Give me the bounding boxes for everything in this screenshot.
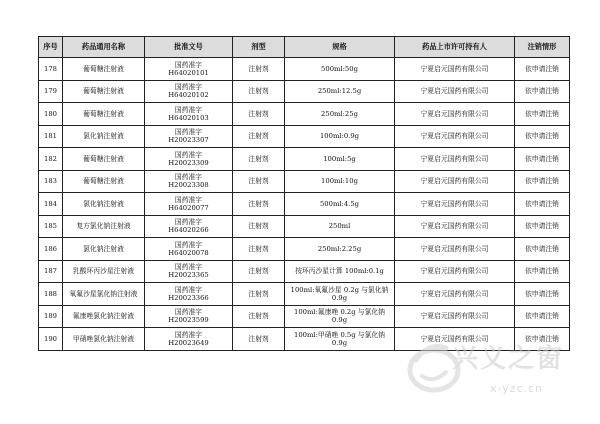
cell-serial-no: 186 [39,238,63,261]
table-row [39,170,570,193]
cell-license-holder: 宁夏启元国药有限公司 [395,328,515,351]
cell-cancellation-status: 依申请注销 [515,193,570,216]
cell-approval-number-line: 国药准字 [174,308,203,317]
cell-serial-no: 178 [39,58,63,81]
cell-approval-number-line: 国药准字 [174,83,203,92]
cell-drug-name: 氯化钠注射液 [63,238,145,261]
cell-approval-number-line: 国药准字 [174,105,203,114]
cell-dosage-form: 注射剂 [233,283,285,306]
cell-specification [285,148,395,171]
cell-approval-number-line: H20023308 [168,181,209,190]
cell-approval-number-line: 国药准字 [174,150,203,159]
cell-license-holder: 宁夏启元国药有限公司 [395,215,515,238]
table-row [39,148,570,171]
cell-approval-number-line: H20023366 [168,293,209,302]
cell-dosage-form: 注射剂 [233,58,285,81]
cell-approval-number-line: H64020077 [168,203,209,212]
cell-specification-line: 250ml:12.5g [317,87,362,96]
cell-approval-number [145,305,233,328]
cell-approval-number-line: H20023307 [168,136,209,145]
cell-dosage-form: 注射剂 [233,125,285,148]
cell-cancellation-status: 依申请注销 [515,103,570,126]
cell-approval-number [145,80,233,103]
cell-cancellation-status: 依申请注销 [515,305,570,328]
cell-approval-number-line: 国药准字 [174,218,203,227]
cell-approval-number-line: H20023365 [168,271,209,280]
drug-cancellation-table [38,36,570,351]
cell-drug-name: 葡萄糖注射液 [63,103,145,126]
cell-license-holder: 宁夏启元国药有限公司 [395,125,515,148]
cell-serial-no: 188 [39,283,63,306]
cell-drug-name: 氯化钠注射液 [63,125,145,148]
cell-approval-number-line: 国药准字 [174,240,203,249]
header-serial-no: 序号 [39,37,63,58]
cell-specification-line: 100ml:氧氟沙星 0.2g 与氯化钠 [290,285,389,294]
cell-approval-number-line: H64020078 [168,248,209,257]
header-approval-number: 批准文号 [145,37,233,58]
cell-approval-number-line: 国药准字 [174,173,203,182]
cell-drug-name: 乳酸环丙沙星注射液 [63,260,145,283]
cell-serial-no: 182 [39,148,63,171]
cell-approval-number-line: H20023599 [168,316,209,325]
table-row [39,305,570,328]
cell-specification [285,193,395,216]
cell-approval-number-line: H64020101 [168,68,209,77]
cell-specification [285,125,395,148]
watermark-text: 兴义之窗 [452,344,565,374]
cell-drug-name: 氧氟沙星氯化钠注射液 [63,283,145,306]
cell-specification [285,283,395,306]
cell-drug-name: 葡萄糖注射液 [63,170,145,193]
cell-specification-line: 按环丙沙星计算 100ml:0.1g [295,267,384,276]
cell-drug-name: 甲硝唑氯化钠注射液 [63,328,145,351]
cell-specification [285,103,395,126]
cell-serial-no: 183 [39,170,63,193]
cell-approval-number [145,193,233,216]
cell-license-holder: 宁夏启元国药有限公司 [395,103,515,126]
cell-serial-no: 187 [39,260,63,283]
cell-approval-number [145,103,233,126]
cell-specification [285,215,395,238]
cell-approval-number [145,215,233,238]
cell-specification [285,238,395,261]
header-license-holder: 药品上市许可持有人 [395,37,515,58]
cell-serial-no: 184 [39,193,63,216]
cell-drug-name: 葡萄糖注射液 [63,58,145,81]
cell-cancellation-status: 依申请注销 [515,215,570,238]
cell-specification [285,328,395,351]
cell-specification-line: 100ml:0.9g [319,132,360,141]
table-row [39,80,570,103]
header-drug-name: 药品通用名称 [63,37,145,58]
cell-dosage-form: 注射剂 [233,148,285,171]
cell-approval-number-line: 国药准字 [174,195,203,204]
cell-dosage-form: 注射剂 [233,170,285,193]
document-page [38,36,570,351]
cell-dosage-form: 注射剂 [233,328,285,351]
cell-specification [285,260,395,283]
cell-serial-no: 179 [39,80,63,103]
cell-specification [285,58,395,81]
header-specification: 规格 [285,37,395,58]
cell-license-holder: 宁夏启元国药有限公司 [395,170,515,193]
cell-approval-number [145,58,233,81]
cell-license-holder: 宁夏启元国药有限公司 [395,238,515,261]
cell-license-holder: 宁夏启元国药有限公司 [395,283,515,306]
table-row [39,238,570,261]
cell-approval-number-line: H64020102 [168,91,209,100]
table-row [39,125,570,148]
cell-dosage-form: 注射剂 [233,193,285,216]
cell-license-holder: 宁夏启元国药有限公司 [395,260,515,283]
cell-approval-number [145,148,233,171]
cell-specification-line: 100ml:10g [321,177,358,186]
cell-license-holder: 宁夏启元国药有限公司 [395,193,515,216]
cell-approval-number-line: H20023309 [168,158,209,167]
cell-drug-name: 复方氯化钠注射液 [63,215,145,238]
cell-specification-line: 100ml:5g [323,154,356,163]
cell-cancellation-status: 依申请注销 [515,283,570,306]
table-row [39,193,570,216]
cell-specification-line: 500ml:4.5g [319,199,360,208]
cell-license-holder: 宁夏启元国药有限公司 [395,148,515,171]
cell-cancellation-status: 依申请注销 [515,80,570,103]
cell-license-holder: 宁夏启元国药有限公司 [395,58,515,81]
table-row [39,215,570,238]
cell-specification-line: 250ml:25g [321,109,358,118]
cell-specification-line: 100ml:氟康唑 0.2g 与氯化钠 [294,308,385,317]
table-body [39,58,570,351]
cell-dosage-form: 注射剂 [233,103,285,126]
cell-serial-no: 189 [39,305,63,328]
cell-approval-number-line: H20023649 [168,338,209,347]
cell-approval-number [145,260,233,283]
cell-drug-name: 氟康唑氯化钠注射液 [63,305,145,328]
cell-approval-number-line: 国药准字 [174,60,203,69]
watermark-url: x-yzc.cn [490,382,544,395]
cell-dosage-form: 注射剂 [233,80,285,103]
table-row [39,260,570,283]
cell-specification-line: 250ml:2.25g [317,244,362,253]
cell-cancellation-status: 依申请注销 [515,125,570,148]
header-cancellation-status: 注销情形 [515,37,570,58]
table-row [39,283,570,306]
cell-serial-no: 185 [39,215,63,238]
cell-specification-line: 500ml:50g [321,64,358,73]
cell-approval-number [145,328,233,351]
site-watermark [398,332,586,412]
cell-approval-number [145,283,233,306]
table-header-row [39,37,570,58]
cell-specification-line: 100ml:甲硝唑 0.5g 与氯化钠 [294,330,385,339]
table-row [39,58,570,81]
cell-specification [285,170,395,193]
cell-specification [285,305,395,328]
table-row [39,103,570,126]
cell-specification [285,80,395,103]
cell-cancellation-status: 依申请注销 [515,58,570,81]
cell-specification-line: 0.9g [331,338,348,347]
cell-approval-number [145,170,233,193]
cell-approval-number-line: H64020266 [168,226,209,235]
cell-specification-line: 250ml [328,222,351,231]
cell-specification-line: 0.9g [331,316,348,325]
cell-license-holder: 宁夏启元国药有限公司 [395,80,515,103]
cell-drug-name: 氯化钠注射液 [63,193,145,216]
cell-approval-number-line: 国药准字 [174,330,203,339]
cell-dosage-form: 注射剂 [233,260,285,283]
cell-drug-name: 葡萄糖注射液 [63,80,145,103]
cell-dosage-form: 注射剂 [233,215,285,238]
cell-approval-number-line: 国药准字 [174,285,203,294]
cell-cancellation-status: 依申请注销 [515,328,570,351]
cell-serial-no: 180 [39,103,63,126]
cell-serial-no: 190 [39,328,63,351]
cell-approval-number-line: H64020103 [168,113,209,122]
cell-license-holder: 宁夏启元国药有限公司 [395,305,515,328]
cell-cancellation-status: 依申请注销 [515,260,570,283]
cell-approval-number [145,238,233,261]
cell-approval-number-line: 国药准字 [174,128,203,137]
cell-specification-line: 0.9g [331,293,348,302]
cell-cancellation-status: 依申请注销 [515,238,570,261]
cell-dosage-form: 注射剂 [233,305,285,328]
cell-approval-number [145,125,233,148]
cell-drug-name: 葡萄糖注射液 [63,148,145,171]
cell-serial-no: 181 [39,125,63,148]
cell-approval-number-line: 国药准字 [174,263,203,272]
cell-dosage-form: 注射剂 [233,238,285,261]
header-dosage-form: 剂型 [233,37,285,58]
cell-cancellation-status: 依申请注销 [515,148,570,171]
cell-cancellation-status: 依申请注销 [515,170,570,193]
